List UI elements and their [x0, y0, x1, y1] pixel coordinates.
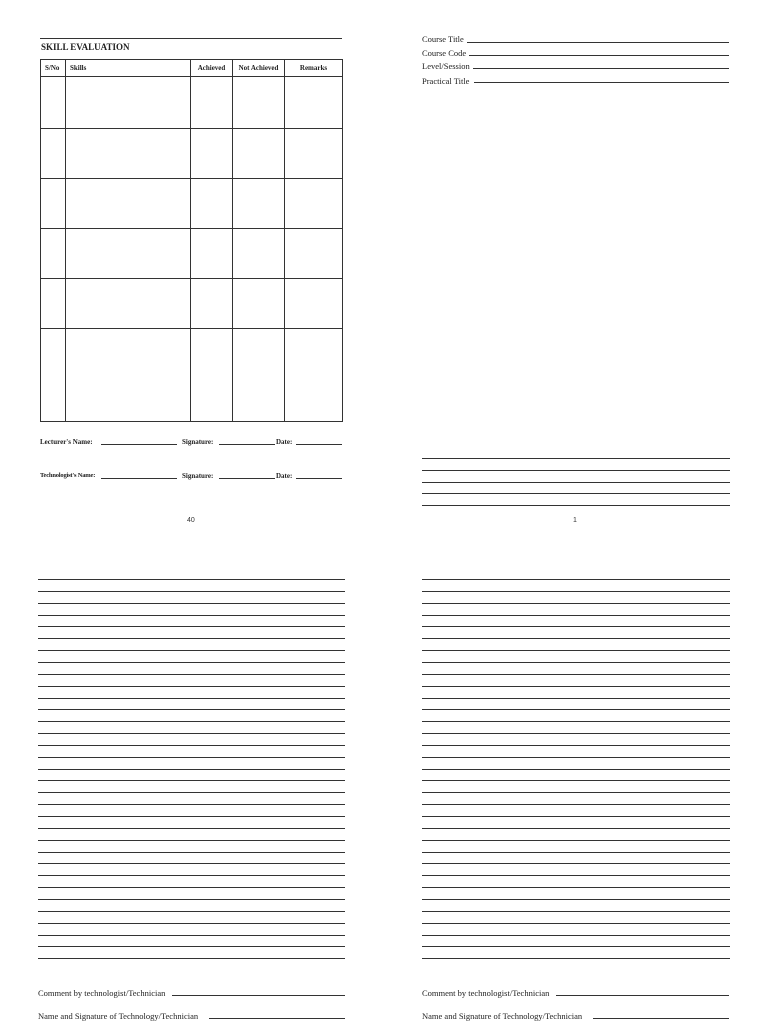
practical-title-line[interactable] [474, 82, 729, 83]
writing-line[interactable] [38, 650, 345, 651]
table-cell[interactable] [285, 129, 343, 179]
skill-evaluation-title: SKILL EVALUATION [41, 42, 130, 52]
writing-line[interactable] [38, 911, 345, 912]
writing-line[interactable] [422, 828, 730, 829]
table-row [41, 179, 343, 229]
writing-line[interactable] [38, 579, 345, 580]
table-cell[interactable] [233, 129, 285, 179]
page-number-left: 40 [187, 517, 195, 524]
table-cell[interactable] [41, 279, 66, 329]
writing-line[interactable] [38, 721, 345, 722]
name-signature-label-left: Name and Signature of Technology/Technician [38, 1011, 199, 1021]
writing-line[interactable] [38, 591, 345, 592]
table-cell[interactable] [233, 329, 285, 422]
writing-line[interactable] [422, 579, 730, 580]
page-number-right: 1 [573, 517, 577, 524]
writing-line[interactable] [38, 638, 345, 639]
course-title-line[interactable] [467, 42, 729, 43]
column-header-not-achieved: Not Achieved [233, 60, 285, 77]
top-rule [40, 38, 342, 39]
writing-line[interactable] [422, 852, 730, 853]
writing-line[interactable] [422, 638, 730, 639]
writing-line[interactable] [38, 804, 345, 805]
practical-title-label: Practical Title [422, 76, 470, 86]
table-row [41, 229, 343, 279]
writing-line[interactable] [422, 792, 730, 793]
course-code-line[interactable] [469, 55, 729, 56]
technologist-date-line[interactable] [296, 478, 342, 479]
writing-line[interactable] [38, 686, 345, 687]
writing-line[interactable] [38, 946, 345, 947]
writing-line[interactable] [422, 482, 730, 483]
writing-line[interactable] [38, 745, 345, 746]
comment-label-right: Comment by technologist/Technician [422, 988, 550, 998]
writing-line[interactable] [422, 745, 730, 746]
table-cell[interactable] [41, 129, 66, 179]
column-header-remarks: Remarks [285, 60, 343, 77]
writing-line[interactable] [422, 946, 730, 947]
technologist-name-line[interactable] [101, 478, 177, 479]
writing-line[interactable] [422, 840, 730, 841]
writing-line[interactable] [38, 887, 345, 888]
name-signature-line-left[interactable] [209, 1018, 345, 1019]
table-cell[interactable] [285, 279, 343, 329]
writing-line[interactable] [38, 792, 345, 793]
writing-line[interactable] [422, 721, 730, 722]
writing-line[interactable] [38, 626, 345, 627]
writing-line[interactable] [422, 686, 730, 687]
table-cell[interactable] [66, 229, 191, 279]
writing-line[interactable] [422, 458, 730, 459]
table-cell[interactable] [66, 279, 191, 329]
writing-line[interactable] [422, 863, 730, 864]
writing-line[interactable] [38, 875, 345, 876]
table-row [41, 329, 343, 422]
lecturer-name-line[interactable] [101, 444, 177, 445]
lecturer-date-label: Date: [276, 438, 293, 446]
writing-line[interactable] [422, 816, 730, 817]
writing-line[interactable] [422, 875, 730, 876]
writing-line[interactable] [422, 733, 730, 734]
writing-line[interactable] [38, 852, 345, 853]
table-cell[interactable] [191, 129, 233, 179]
writing-line[interactable] [38, 769, 345, 770]
table-cell[interactable] [233, 77, 285, 129]
table-cell[interactable] [66, 129, 191, 179]
table-cell[interactable] [233, 179, 285, 229]
writing-line[interactable] [38, 603, 345, 604]
table-cell[interactable] [233, 229, 285, 279]
comment-line-left[interactable] [172, 995, 345, 996]
comment-line-right[interactable] [556, 995, 729, 996]
writing-line[interactable] [38, 615, 345, 616]
writing-line[interactable] [38, 899, 345, 900]
table-cell[interactable] [285, 229, 343, 279]
writing-line[interactable] [38, 935, 345, 936]
writing-line[interactable] [38, 816, 345, 817]
writing-line[interactable] [38, 662, 345, 663]
name-signature-line-right[interactable] [593, 1018, 729, 1019]
level-session-label: Level/Session [422, 61, 470, 71]
table-cell[interactable] [191, 179, 233, 229]
writing-line[interactable] [422, 935, 730, 936]
writing-line[interactable] [38, 709, 345, 710]
table-cell[interactable] [41, 179, 66, 229]
writing-line[interactable] [38, 840, 345, 841]
table-cell[interactable] [66, 179, 191, 229]
table-cell[interactable] [41, 329, 66, 422]
writing-line[interactable] [422, 591, 730, 592]
level-session-line[interactable] [473, 68, 729, 69]
table-cell[interactable] [285, 329, 343, 422]
writing-line[interactable] [38, 863, 345, 864]
table-row [41, 129, 343, 179]
writing-line[interactable] [38, 828, 345, 829]
course-title-label: Course Title [422, 34, 464, 44]
table-cell[interactable] [285, 77, 343, 129]
column-header-skills: Skills [66, 60, 191, 77]
writing-line[interactable] [422, 698, 730, 699]
table-cell[interactable] [66, 329, 191, 422]
writing-line[interactable] [38, 958, 345, 959]
writing-line[interactable] [422, 493, 730, 494]
table-header-row [41, 60, 343, 77]
lecturer-name-label: Lecturer's Name: [40, 438, 93, 446]
writing-line[interactable] [422, 650, 730, 651]
writing-line[interactable] [422, 615, 730, 616]
technologist-signature-line[interactable] [219, 478, 275, 479]
writing-line[interactable] [422, 769, 730, 770]
writing-line[interactable] [38, 674, 345, 675]
comment-label-left: Comment by technologist/Technician [38, 988, 166, 998]
table-cell[interactable] [41, 229, 66, 279]
writing-line[interactable] [38, 923, 345, 924]
writing-line[interactable] [422, 911, 730, 912]
writing-line[interactable] [38, 780, 345, 781]
writing-line[interactable] [422, 923, 730, 924]
writing-line[interactable] [422, 958, 730, 959]
writing-line[interactable] [422, 757, 730, 758]
writing-line[interactable] [38, 698, 345, 699]
writing-line[interactable] [422, 603, 730, 604]
table-cell[interactable] [191, 329, 233, 422]
writing-line[interactable] [422, 470, 730, 471]
writing-line[interactable] [422, 899, 730, 900]
writing-line[interactable] [422, 626, 730, 627]
table-cell[interactable] [41, 77, 66, 129]
writing-line[interactable] [422, 804, 730, 805]
technologist-signature-label: Signature: [182, 472, 214, 480]
name-signature-label-right: Name and Signature of Technology/Technician [422, 1011, 583, 1021]
writing-line[interactable] [422, 709, 730, 710]
table-cell[interactable] [233, 279, 285, 329]
table-cell[interactable] [191, 279, 233, 329]
writing-line[interactable] [422, 505, 730, 506]
lecturer-date-line[interactable] [296, 444, 342, 445]
column-header-achieved: Achieved [191, 60, 233, 77]
course-code-label: Course Code [422, 48, 467, 58]
table-cell[interactable] [191, 77, 233, 129]
skill-evaluation-table [40, 59, 343, 422]
writing-line[interactable] [422, 674, 730, 675]
writing-line[interactable] [422, 662, 730, 663]
lecturer-signature-label: Signature: [182, 438, 214, 446]
table-cell[interactable] [191, 229, 233, 279]
column-header-sno: S/No [41, 60, 66, 77]
writing-line[interactable] [422, 887, 730, 888]
lecturer-signature-line[interactable] [219, 444, 275, 445]
technologist-name-label: Technologist's Name: [40, 472, 96, 479]
writing-line[interactable] [38, 733, 345, 734]
table-cell[interactable] [66, 77, 191, 129]
table-row [41, 77, 343, 129]
writing-line[interactable] [422, 780, 730, 781]
table-cell[interactable] [285, 179, 343, 229]
writing-line[interactable] [38, 757, 345, 758]
table-row [41, 279, 343, 329]
technologist-date-label: Date: [276, 472, 293, 480]
